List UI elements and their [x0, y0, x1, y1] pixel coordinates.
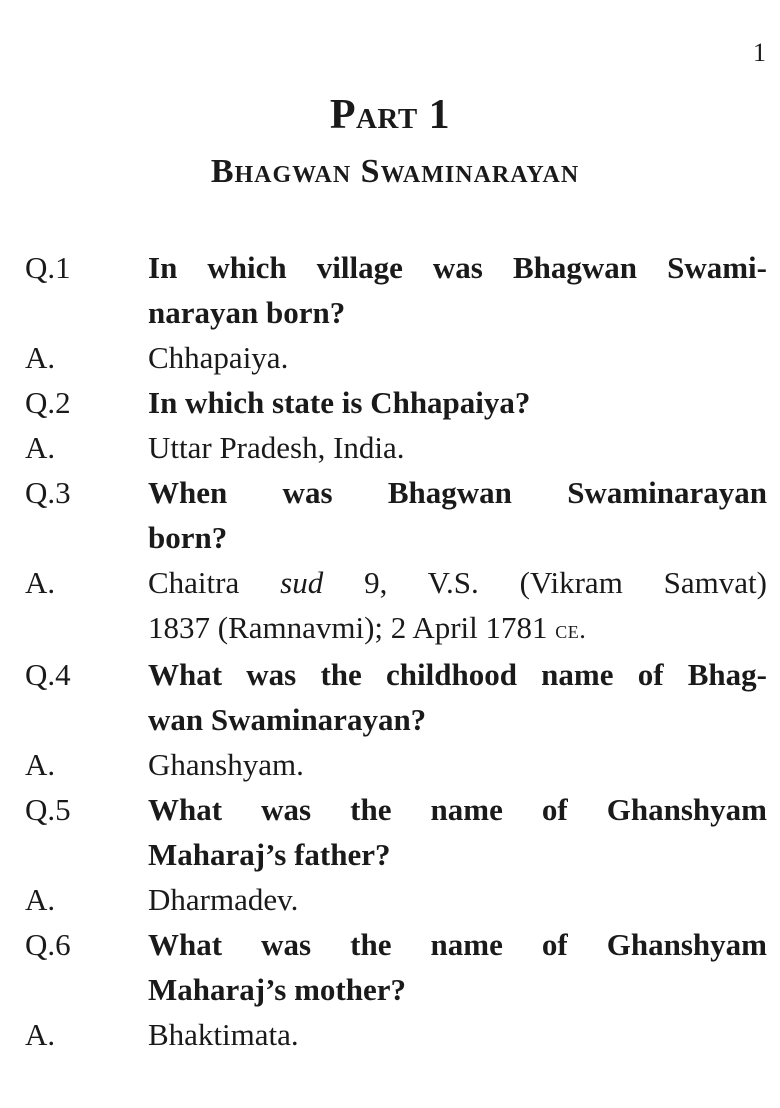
- question-5: [25, 787, 767, 877]
- question-line: Maharaj’s mother?: [148, 972, 406, 1007]
- question-text: [148, 922, 767, 1012]
- answer-text: Bhaktimata.: [148, 1017, 299, 1052]
- question-marker: Q.5: [25, 792, 71, 827]
- answer-fragment: Chaitra: [148, 565, 281, 600]
- question-3: [25, 470, 767, 560]
- answer-line: [148, 560, 767, 605]
- answer-fragment: 1837 (Ramnavmi); 2 April 1781: [148, 610, 556, 645]
- part-title: Part 1: [329, 92, 451, 138]
- question-marker: Q.6: [25, 927, 71, 962]
- question-line: narayan born?: [148, 295, 346, 330]
- answer-text: Ghanshyam.: [148, 747, 304, 782]
- qa-list: [25, 245, 767, 1057]
- question-marker: Q.4: [25, 657, 71, 692]
- answer-6: [25, 1012, 767, 1057]
- question-text: In which state is Chhapaiya?: [148, 385, 531, 420]
- era-abbreviation: ce.: [555, 615, 587, 644]
- question-line: When was Bhagwan Swaminarayan: [148, 475, 767, 510]
- answer-text: [148, 560, 767, 652]
- answer-marker: A.: [25, 565, 56, 600]
- question-text: [148, 245, 767, 335]
- page-number: 1: [753, 38, 766, 67]
- answer-marker: A.: [25, 430, 56, 465]
- question-line: wan Swaminarayan?: [148, 702, 427, 737]
- question-marker: Q.3: [25, 475, 71, 510]
- answer-text: Dharmadev.: [148, 882, 299, 917]
- question-4: [25, 652, 767, 742]
- question-line: What was the childhood name of Bhag-: [148, 657, 767, 692]
- answer-3: [25, 560, 767, 652]
- question-text: [148, 652, 767, 742]
- question-line: In which village was Bhagwan Swami-: [148, 250, 767, 285]
- question-6: [25, 922, 767, 1012]
- question-text: [148, 470, 767, 560]
- answer-5: [25, 877, 767, 922]
- question-text: [148, 787, 767, 877]
- answer-marker: A.: [25, 340, 56, 375]
- question-line: born?: [148, 520, 228, 555]
- answer-1: [25, 335, 767, 380]
- answer-marker: A.: [25, 882, 56, 917]
- section-title: Bhagwan Swaminarayan: [210, 153, 580, 190]
- question-1: [25, 245, 767, 335]
- answer-4: [25, 742, 767, 787]
- question-2: [25, 380, 767, 425]
- answer-text: Chhapaiya.: [148, 340, 289, 375]
- answer-fragment: 9, V.S. (Vikram Samvat): [323, 565, 767, 600]
- answer-italic-term: sud: [280, 565, 324, 600]
- answer-2: [25, 425, 767, 470]
- question-line: Maharaj’s father?: [148, 837, 391, 872]
- answer-text: Uttar Pradesh, India.: [148, 430, 405, 465]
- answer-marker: A.: [25, 1017, 56, 1052]
- question-line: What was the name of Ghanshyam: [148, 927, 767, 962]
- question-marker: Q.1: [25, 250, 71, 285]
- question-marker: Q.2: [25, 385, 71, 420]
- answer-line: [148, 605, 767, 652]
- answer-marker: A.: [25, 747, 56, 782]
- question-line: What was the name of Ghanshyam: [148, 792, 767, 827]
